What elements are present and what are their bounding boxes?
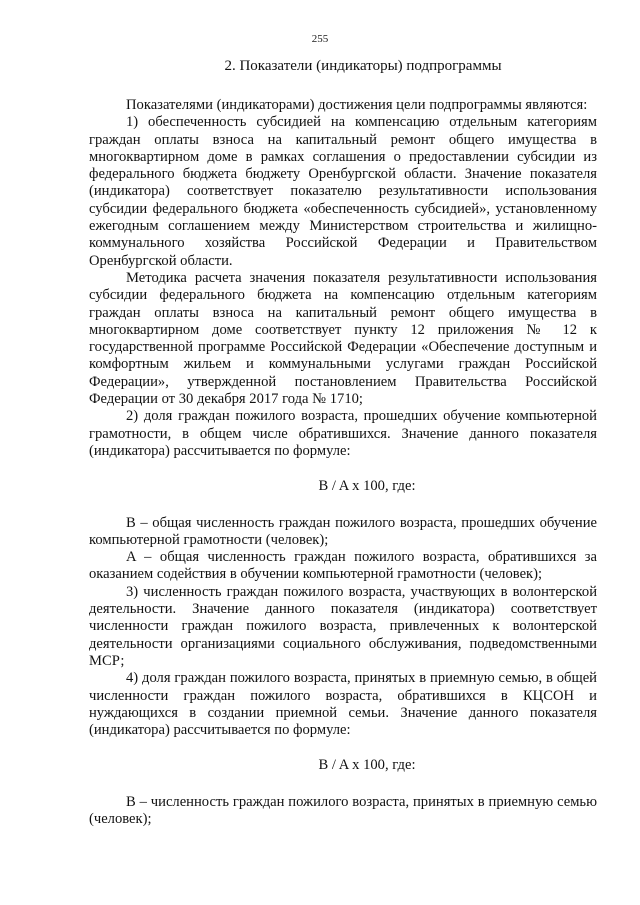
paragraph-indicator-2: 2) доля граждан пожилого возраста, прошедших обучение компьютерной грамотности, в общем числе обратившихся. Значение данного показателя (индикатора) рассчитывается по формуле: [89, 408, 597, 459]
paragraph-definition-a: A – общая численность граждан пожилого возраста, обратившихся за оказанием содействия в обучении компьютерной грамотности (человек); [89, 549, 597, 583]
paragraph-indicator-3: 3) численность граждан пожилого возраста, участвующих в волонтерской деятельности. Значение данного показателя (индикатора) соответствует численности граждан пожилого возраста, привлеченных к волонтерской деятельности организациями социального обслуживания, подведомственными МСР; [89, 583, 597, 669]
paragraph-indicator-4: 4) доля граждан пожилого возраста, принятых в приемную семью, в общей численности граждан пожилого возраста, обратившихся в КЦСОН и нуждающихся в создании приемной семьи. Значение данного показателя (индикатора) рассчитывается по формуле: [89, 670, 597, 739]
page-number: 255 [311, 33, 329, 45]
formula-1: B / A x 100, где: [318, 478, 416, 495]
paragraph-methodology: Методика расчета значения показателя результативности использования субсидии федерального бюджета на компенсацию отдельным категориям граждан оплаты взноса на капитальный ремонт общего имущества в многоквартирном доме соответствует пункту 12 приложения № 12 к государственной программе Российской Федерации «Обеспечение доступным и комфортным жильем и коммунальными услугами граждан Российской Федерации», утвержденной постановлением Правительства Российской Федерации от 30 декабря 2017 года № 1710; [89, 269, 597, 408]
formula-2: B / A x 100, где: [318, 757, 416, 774]
paragraph-intro: Показателями (индикаторами) достижения цели подпрограммы являются: [126, 97, 588, 113]
paragraph-definition-b-2: B – численность граждан пожилого возраста, принятых в приемную семью (человек); [89, 793, 597, 827]
paragraph-indicator-1: 1) обеспеченность субсидией на компенсацию отдельным категориям граждан оплаты взноса на капитальный ремонт общего имущества в многоквартирном доме в рамках соглашения о предоставлении субсидии из федерального бюджета бюджету Оренбургской области. Значение показателя (индикатора) соответствует показателю результативности использования субсидии федерального бюджета «обеспеченность субсидией», установленному ежегодным соглашением между Министерством строительства и жилищно-коммунального хозяйства Российской Федерации и Правительством Оренбургской области. [89, 114, 597, 269]
section-heading: 2. Показатели (индикаторы) подпрограммы [224, 58, 502, 74]
document-body [89, 97, 597, 828]
paragraph-definition-b: B – общая численность граждан пожилого возраста, прошедших обучение компьютерной грамотности (человек); [89, 514, 597, 548]
